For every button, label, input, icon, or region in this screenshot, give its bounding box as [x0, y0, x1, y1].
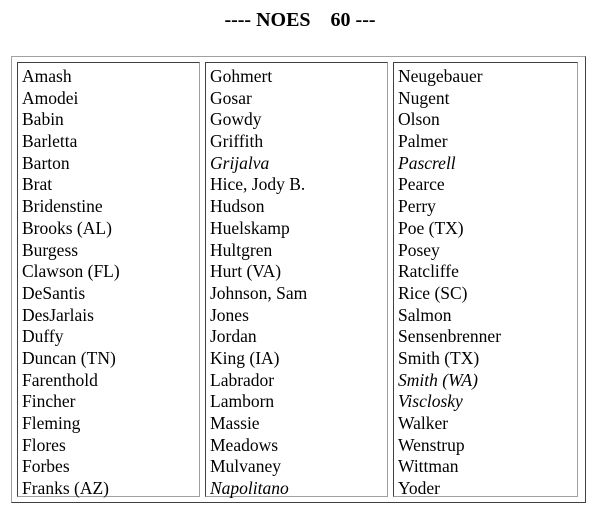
member-name: Clawson (FL) — [22, 261, 120, 282]
member-name: Amodei — [22, 87, 79, 108]
member-name: Poe (TX) — [398, 217, 464, 238]
member-name: Gosar — [210, 87, 252, 108]
member-name: Gowdy — [210, 109, 262, 130]
member-name: Grijalva — [210, 152, 270, 173]
member-name: Forbes — [22, 456, 70, 477]
member-name: Smith (WA) — [398, 369, 478, 390]
member-name: Duffy — [22, 326, 64, 347]
member-name: Hurt (VA) — [210, 261, 282, 282]
member-name: Amash — [22, 66, 72, 86]
member-name: Mulvaney — [210, 456, 281, 477]
member-name: Rice (SC) — [398, 282, 468, 303]
member-name: Johnson, Sam — [210, 282, 308, 303]
member-name: Fleming — [22, 413, 81, 433]
member-name: Huelskamp — [210, 217, 290, 238]
member-name: Burgess — [22, 239, 79, 260]
member-name: Yoder — [398, 478, 440, 499]
member-name: Hudson — [210, 196, 265, 217]
member-name: Griffith — [210, 131, 264, 152]
member-name: Labrador — [210, 369, 275, 390]
member-name: Farenthold — [22, 369, 98, 390]
name-column-2 — [205, 62, 388, 497]
member-name: Brat — [22, 174, 53, 195]
member-name: Nugent — [398, 87, 450, 108]
member-name: Salmon — [398, 304, 452, 325]
name-column-1 — [17, 62, 200, 497]
member-name: Fincher — [22, 391, 76, 412]
member-name: Hultgren — [210, 239, 273, 260]
member-name: Smith (TX) — [398, 347, 480, 368]
member-name: Posey — [398, 239, 440, 260]
member-name: Palmer — [398, 131, 448, 152]
member-name: Duncan (TN) — [22, 347, 116, 368]
member-name: Sensenbrenner — [398, 326, 502, 347]
member-name: Ratcliffe — [398, 261, 459, 282]
member-name: Pascrell — [398, 152, 456, 173]
member-name: Brooks (AL) — [22, 217, 112, 238]
member-name: Walker — [398, 413, 449, 433]
vote-heading: ---- NOES 60 --- — [224, 9, 376, 31]
member-name: Massie — [210, 413, 260, 433]
member-name: Franks (AZ) — [22, 478, 109, 499]
member-name: Napolitano — [210, 478, 289, 499]
member-name: Barletta — [22, 131, 78, 152]
member-name: Pearce — [398, 174, 445, 195]
member-name: DesJarlais — [22, 304, 94, 325]
name-column-3 — [393, 62, 578, 497]
member-name: Bridenstine — [22, 196, 103, 217]
member-name: King (IA) — [210, 347, 280, 368]
member-name: DeSantis — [22, 282, 86, 303]
member-name: Wenstrup — [398, 434, 465, 455]
member-name: Hice, Jody B. — [210, 174, 306, 195]
member-name: Gohmert — [210, 66, 273, 86]
member-name: Jordan — [210, 326, 257, 347]
member-name: Olson — [398, 109, 440, 130]
member-name: Visclosky — [398, 391, 463, 412]
member-name: Perry — [398, 196, 436, 217]
member-name: Lamborn — [210, 391, 275, 412]
member-name: Meadows — [210, 434, 279, 455]
member-name: Flores — [22, 434, 66, 455]
member-name: Neugebauer — [398, 66, 483, 86]
member-name: Wittman — [398, 456, 459, 477]
vote-table — [11, 56, 586, 503]
member-name: Barton — [22, 152, 70, 173]
member-name: Babin — [22, 109, 64, 130]
member-name: Jones — [210, 304, 249, 325]
